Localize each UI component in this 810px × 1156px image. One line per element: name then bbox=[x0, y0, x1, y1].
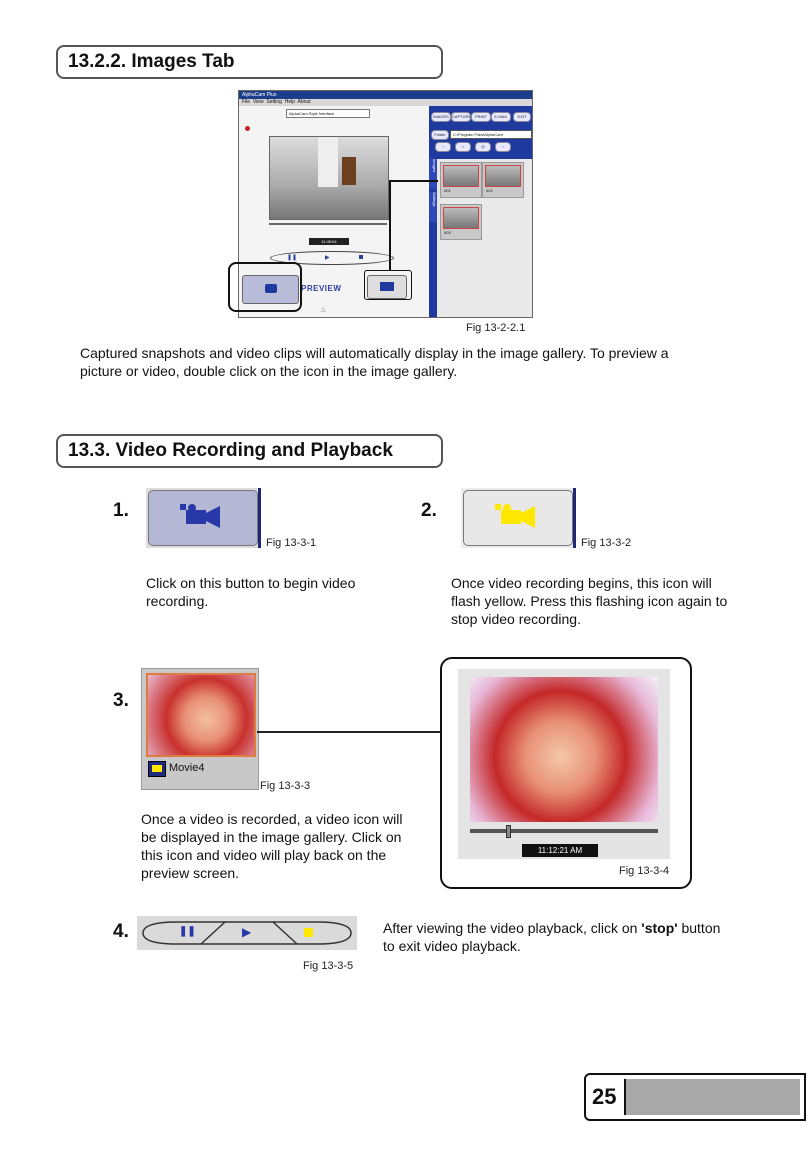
connector-line bbox=[257, 731, 441, 733]
figure-caption: Fig 13-3-2 bbox=[581, 537, 632, 549]
thumb-image bbox=[443, 207, 479, 229]
view-icon[interactable]: ◎ bbox=[475, 142, 491, 152]
page-tab-fill bbox=[624, 1079, 800, 1115]
playback-figure bbox=[440, 657, 692, 889]
preview-label-text: PREVIEW bbox=[301, 284, 342, 293]
stop-icon[interactable] bbox=[359, 255, 363, 259]
play-icon[interactable]: ▶ bbox=[242, 925, 252, 939]
gallery-thumb[interactable] bbox=[440, 162, 482, 198]
playback-window bbox=[458, 669, 670, 859]
movie-thumbnail[interactable] bbox=[141, 668, 259, 790]
capture-button[interactable] bbox=[451, 112, 471, 122]
callout-connector bbox=[380, 178, 440, 272]
menu-bar bbox=[239, 99, 532, 106]
preview-screen bbox=[269, 136, 389, 220]
thumb-label: 002 bbox=[486, 188, 493, 193]
step-number: 2. bbox=[421, 500, 437, 521]
thumb-image bbox=[443, 165, 479, 187]
folder-button[interactable] bbox=[431, 130, 449, 140]
figure-caption: Fig 13-3-5 bbox=[303, 960, 354, 972]
section-heading-images-tab bbox=[56, 45, 443, 79]
tab-settings-label: Settings bbox=[432, 192, 437, 207]
print-button-label: PRINT bbox=[475, 114, 487, 119]
movie-file-icon-inner bbox=[152, 765, 162, 772]
nav-next-icon[interactable]: › bbox=[495, 142, 511, 152]
menu-file[interactable]: File bbox=[242, 99, 251, 105]
step-text bbox=[383, 919, 723, 955]
step-text: Click on this button to begin video recording. bbox=[146, 575, 356, 609]
playback-controls-figure bbox=[137, 916, 357, 950]
menu-view[interactable]: View bbox=[252, 99, 264, 105]
flashing-button-figure bbox=[461, 488, 575, 548]
step-number: 3. bbox=[113, 690, 129, 711]
section-title: 13.2.2. Images Tab bbox=[68, 51, 235, 72]
timestamp-display bbox=[309, 238, 349, 245]
thumb-label: 001 bbox=[444, 188, 451, 193]
style-select-value: AlphaCam Style Interface bbox=[289, 111, 335, 116]
callout-snapshot bbox=[228, 262, 302, 312]
playback-time-value: 11:12:21 AM bbox=[537, 846, 583, 855]
figure-caption: Fig 13-2-2.1 bbox=[466, 322, 526, 334]
pause-icon[interactable]: ❚❚ bbox=[179, 926, 196, 937]
button-edge bbox=[258, 488, 261, 548]
callout-record bbox=[364, 270, 412, 300]
playback-time bbox=[522, 844, 598, 857]
email-button[interactable] bbox=[491, 112, 511, 122]
window-titlebar bbox=[239, 91, 532, 99]
thumb-label: 003 bbox=[444, 230, 451, 235]
menu-setting[interactable]: Setting bbox=[266, 99, 282, 105]
window-title: AlphaCam Plus bbox=[242, 92, 277, 98]
images-button[interactable] bbox=[431, 112, 451, 122]
style-select[interactable] bbox=[286, 109, 370, 118]
video-camera-icon bbox=[180, 502, 222, 530]
seek-bar[interactable] bbox=[269, 223, 387, 225]
page-number-box bbox=[584, 1073, 806, 1121]
stop-icon[interactable] bbox=[304, 928, 313, 937]
gallery-thumb[interactable] bbox=[440, 204, 482, 240]
playback-seek-bar[interactable] bbox=[470, 829, 658, 833]
folder-button-label: Folder bbox=[434, 132, 446, 137]
step-text-after: button to exit video playback. bbox=[383, 920, 721, 954]
figure-caption: Fig 13-3-3 bbox=[260, 780, 311, 792]
playback-screen bbox=[470, 677, 658, 822]
refresh-icon[interactable]: ○ bbox=[455, 142, 471, 152]
menu-help[interactable]: Help bbox=[284, 99, 296, 105]
expand-arrow-icon[interactable]: △ bbox=[321, 307, 326, 313]
tab-images-label: Images bbox=[432, 159, 437, 173]
step-text: Once video recording begins, this icon will flash yellow. Press this flashing icon again to stop video recording. bbox=[451, 575, 728, 627]
preview-label bbox=[301, 284, 363, 296]
images-button-label: IMAGES bbox=[433, 114, 449, 119]
record-button-figure bbox=[146, 488, 260, 548]
exit-button-label: EXIT bbox=[517, 114, 527, 119]
section-heading-video bbox=[56, 434, 443, 468]
path-field[interactable] bbox=[450, 130, 532, 139]
section-title: 13.3. Video Recording and Playback bbox=[68, 440, 393, 461]
email-button-label: E-MAIL bbox=[494, 114, 508, 119]
step-number: 1. bbox=[113, 500, 129, 521]
movie-file-icon bbox=[148, 761, 166, 777]
gallery-thumb[interactable] bbox=[482, 162, 524, 198]
page-number: 25 bbox=[592, 1084, 617, 1109]
movie-preview-image bbox=[146, 673, 256, 757]
print-button[interactable] bbox=[471, 112, 491, 122]
paragraph-gallery: Captured snapshots and video clips will automatically display in the image gallery. To preview a picture or video, double click on the icon in the image gallery. bbox=[80, 345, 669, 379]
menu-about[interactable]: About bbox=[297, 99, 311, 105]
path-value: C:\Program Files\AlphaCam bbox=[453, 132, 503, 137]
step-text-bold: 'stop' bbox=[641, 920, 678, 936]
step-number: 4. bbox=[113, 921, 129, 942]
figure-caption: Fig 13-3-4 bbox=[619, 865, 670, 877]
step-text-before: After viewing the video playback, click on bbox=[383, 920, 642, 936]
figure-caption: Fig 13-3-1 bbox=[266, 537, 317, 549]
play-icon[interactable]: ▶ bbox=[325, 255, 330, 261]
movie-label: Movie4 bbox=[169, 762, 205, 774]
image-gallery bbox=[437, 159, 532, 317]
seek-handle[interactable] bbox=[506, 825, 511, 838]
thumb-image bbox=[485, 165, 521, 187]
exit-button[interactable] bbox=[513, 112, 531, 122]
record-indicator-icon bbox=[245, 126, 250, 131]
button-edge bbox=[573, 488, 576, 548]
capture-button-label: CAPTURE bbox=[452, 114, 472, 119]
preview-guitar bbox=[342, 157, 356, 185]
pause-icon[interactable]: ❚❚ bbox=[287, 255, 298, 261]
nav-prev-icon[interactable]: ‹ bbox=[435, 142, 451, 152]
preview-window-light bbox=[318, 137, 338, 187]
video-camera-yellow-icon bbox=[495, 502, 537, 530]
step-text: Once a video is recorded, a video icon will be displayed in the image gallery. Click on this icon and video will play back on the preview screen. bbox=[141, 811, 403, 881]
timestamp-value: 11:45:04 bbox=[321, 239, 337, 244]
